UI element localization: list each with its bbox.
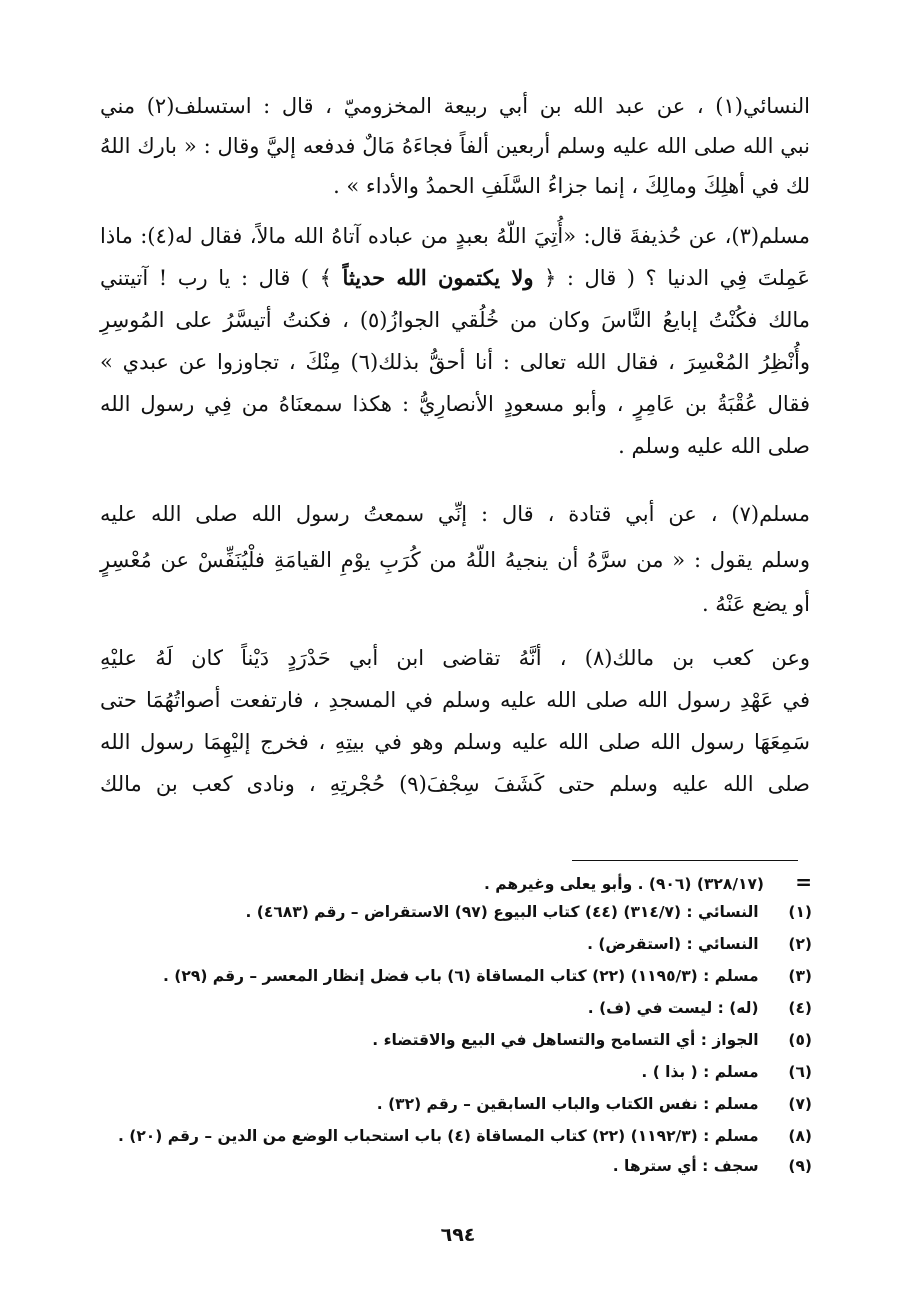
footnote-text: مسلم : (١١٩٥/٣) (٢٢) كتاب المساقاة (٦) باب فضل إنظار المعسر – رقم (٢٩) .: [163, 967, 759, 985]
body-line-10: مسلم(٧) ، عن أبي قتادة ، قال : إنِّي سمعتُ رسول الله صلى الله عليه: [100, 502, 810, 526]
footnote-text: (٣٢٨/١٧) (٩٠٦) . وأبو يعلى وغيرهم .: [483, 875, 764, 893]
footnote-6: [100, 1058, 812, 1086]
page-number: ٦٩٤: [440, 1224, 476, 1246]
body-line-4: مسلم(٣)، عن حُذيفةَ قال: «أُتِيَ اللّهُ بعبدٍ من عباده آتاهُ الله مالاً، فقال له(٤): ماذا: [100, 224, 810, 248]
quran-quote: ولا يكتمون الله حديثاً: [342, 265, 534, 290]
footnote-9: [100, 1152, 812, 1180]
body-line-15: سَمِعَهَا رسول الله صلى الله عليه وسلم وهو في بيتِهِ ، فخرج إليْهِمَا رسول الله: [100, 730, 810, 754]
footnote-text: سجف : أي سترها .: [612, 1157, 759, 1175]
footnote-2: [100, 930, 812, 958]
body-line-8: فقال عُقْبَةُ بن عَامِرٍ ، وأبو مسعودٍ الأنصارِيُّ : هكذا سمعنَاهُ من فِي رسول الله: [100, 392, 810, 416]
footnote-text: مسلم : (١١٩٢/٣) (٢٢) كتاب المساقاة (٤) باب استحباب الوضع من الدين – رقم (٢٠) .: [117, 1127, 759, 1145]
footnote-text: النسائي : (٣١٤/٧) (٤٤) كتاب البيوع (٩٧) الاستقراض – رقم (٤٦٨٣) .: [245, 903, 759, 921]
footnote-number: (٩): [788, 1157, 812, 1175]
footnote-5: [100, 1026, 812, 1054]
footnote-number: (١): [788, 903, 812, 921]
footnote-separator: [572, 860, 798, 861]
body-line-6: مالك فكُنْتُ إبايعُ النَّاسَ وكان من خُلُقي الجوازُ(٥) ، فكنتُ أتيسَّرُ على المُوسِرِ: [100, 308, 810, 332]
footnote-7: [100, 1090, 812, 1118]
footnote-number: (٧): [788, 1095, 812, 1113]
body-line-9: صلى الله عليه وسلم .: [618, 434, 810, 458]
footnote-number: (٨): [788, 1127, 812, 1145]
footnote-text: مسلم : ( بذا ) .: [641, 1063, 759, 1081]
body-line-14: في عَهْدِ رسول الله صلى الله عليه وسلم في المسجدِ ، فارتفعت أصواتُهُمَا حتى: [100, 688, 810, 712]
body-line-3: لك في أهلِكَ ومالِكَ ، إنما جزاءُ السَّلَفِ الحمدُ والأداء » .: [333, 174, 810, 198]
footnote-text: مسلم : نفس الكتاب والباب السابقين – رقم (٣٢) .: [376, 1095, 759, 1113]
footnote-number: (٥): [788, 1031, 812, 1049]
footnote-text: النسائي : (استقرض) .: [587, 935, 759, 953]
footnote-number: (٦): [788, 1063, 812, 1081]
body-line-12: أو يضع عَنْهُ .: [701, 592, 810, 616]
footnote-8: [100, 1122, 812, 1150]
body-line-1: النسائي(١) ، عن عبد الله بن أبي ربيعة المخزوميّ ، قال : استسلف(٢) مني: [100, 94, 810, 118]
body-line-2: نبي الله صلى الله عليه وسلم أربعين ألفاً فجاءَهُ مَالٌ فدفعه إليَّ وقال : « بارك اللهُ: [100, 134, 810, 158]
body-line-13: وعن كعب بن مالك(٨) ، أنَّهُ تقاضى ابن أبي حَدْرَدٍ دَيْناً كان لَهُ عليْهِ: [100, 646, 810, 670]
footnote-text: (له) : ليست في (ف) .: [587, 999, 759, 1017]
footnote-number: (٤): [788, 999, 812, 1017]
footnote-1: [100, 898, 812, 926]
footnote-4: [100, 994, 812, 1022]
body-line-5: عَمِلتَ فِي الدنيا ؟ ( قال : ﴿ ولا يكتمون الله حديثاً ﴾ ) قال : يا رب ! آتيتني: [100, 265, 811, 290]
footnote-number: (٣): [788, 967, 812, 985]
footnote-continuation-mark: =: [795, 870, 812, 894]
footnote-number: (٢): [788, 935, 812, 953]
body-line-16: صلى الله عليه وسلم حتى كَشَفَ سِجْفَ(٩) حُجْرتِهِ ، ونادى كعب بن مالك: [100, 772, 810, 796]
footnote-3: [100, 962, 812, 990]
footnote-text: الجواز : أي التسامح والتساهل في البيع والاقتضاء .: [372, 1031, 759, 1049]
body-line-11: وسلم يقول : « من سرَّهُ أن ينجيهُ اللّهُ من كُرَبِ يوْمِ القيامَةِ فلْيُنَفِّسْ عن مُعْسِرٍ: [100, 548, 810, 572]
footnote-continuation: [100, 868, 812, 896]
body-line-7: وأُنْظِرُ المُعْسِرَ ، فقال الله تعالى : أنا أحقُّ بذلك(٦) مِنْكَ ، تجاوزوا عن عبدي »: [100, 350, 810, 374]
